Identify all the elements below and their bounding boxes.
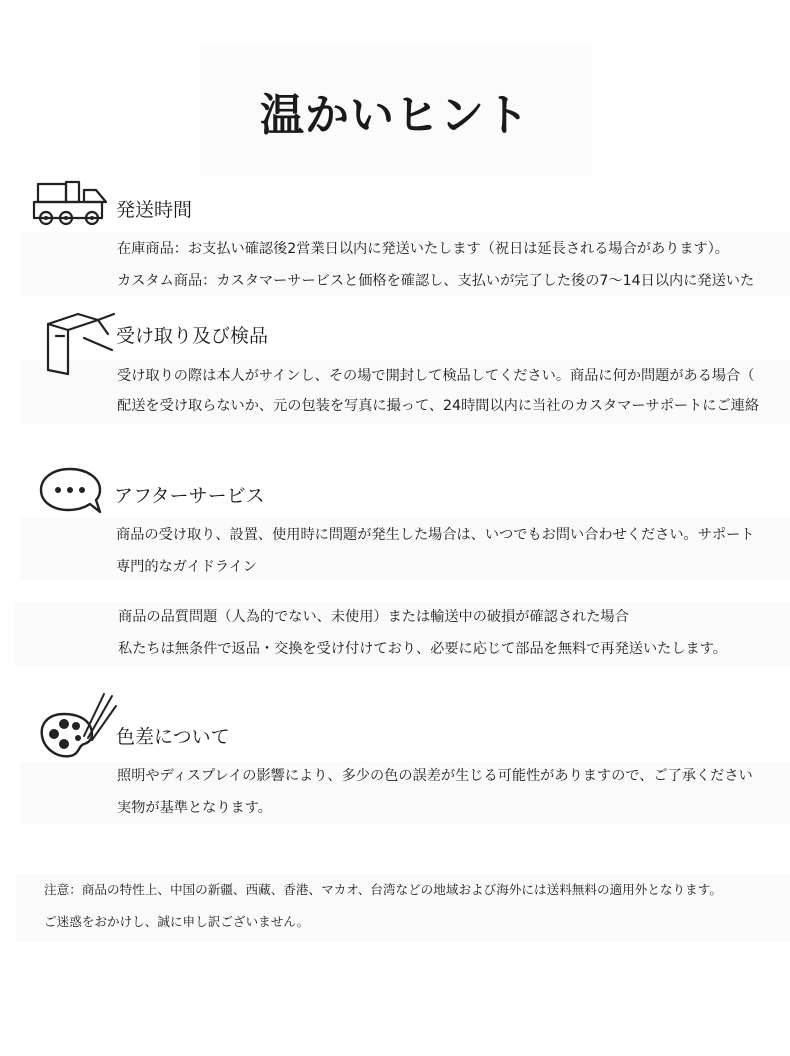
note-line-1: 注意：商品の特性上、中国の新疆、西藏、香港、マカオ、台湾などの地域および海外には送料無料の適用外となります。 bbox=[44, 882, 722, 897]
receipt-line-2: 配送を受け取らないか、元の包装を写真に撮って、24時間以内に当社のカスタマーサポートにご連絡 bbox=[117, 398, 760, 414]
chat-bubble-icon bbox=[38, 466, 104, 516]
after-service-line-2: 専門的なガイドライン bbox=[116, 559, 258, 575]
paint-palette-icon bbox=[38, 690, 118, 762]
note-line-2: ご迷惑をおかけし、誠に申し訳ございません。 bbox=[44, 914, 310, 929]
delivery-truck-icon bbox=[32, 180, 116, 228]
page-title: 温かいヒント bbox=[260, 90, 530, 141]
receipt-title: 受け取り及び検品 bbox=[116, 325, 269, 347]
shipping-line-1: 在庫商品：お支払い確認後2営業日以内に発送いたします（祝日は延長される場合があります）。 bbox=[117, 241, 729, 257]
after-service-line-1: 商品の受け取り、設置、使用時に問題が発生した場合は、いつでもお問い合わせください。サポート bbox=[116, 527, 755, 543]
shipping-line-2: カスタム商品：カスタマーサービスと価格を確認し、支払いが完了した後の7〜14日以内に発送いた bbox=[117, 273, 755, 289]
color-title: 色差について bbox=[116, 726, 230, 748]
shipping-title: 発送時間 bbox=[116, 199, 193, 221]
receipt-line-1: 受け取りの際は本人がサインし、その場で開封して検品してください。商品に何か問題がある場合（ bbox=[117, 368, 755, 384]
color-line-2: 実物が基準となります。 bbox=[117, 800, 272, 816]
after-service-sub-line-1: 商品の品質問題（人為的でない、未使用）または輸送中の破損が確認された場合 bbox=[118, 609, 629, 625]
color-line-1: 照明やディスプレイの影響により、多少の色の誤差が生じる可能性がありますので、ご了承ください bbox=[117, 768, 753, 784]
after-service-sub-line-2: 私たちは無条件で返品・交換を受け付けており、必要に応じて部品を無料で再発送いたします。 bbox=[118, 641, 727, 657]
package-box-icon bbox=[38, 310, 116, 382]
after-service-title: アフターサービス bbox=[114, 485, 265, 507]
